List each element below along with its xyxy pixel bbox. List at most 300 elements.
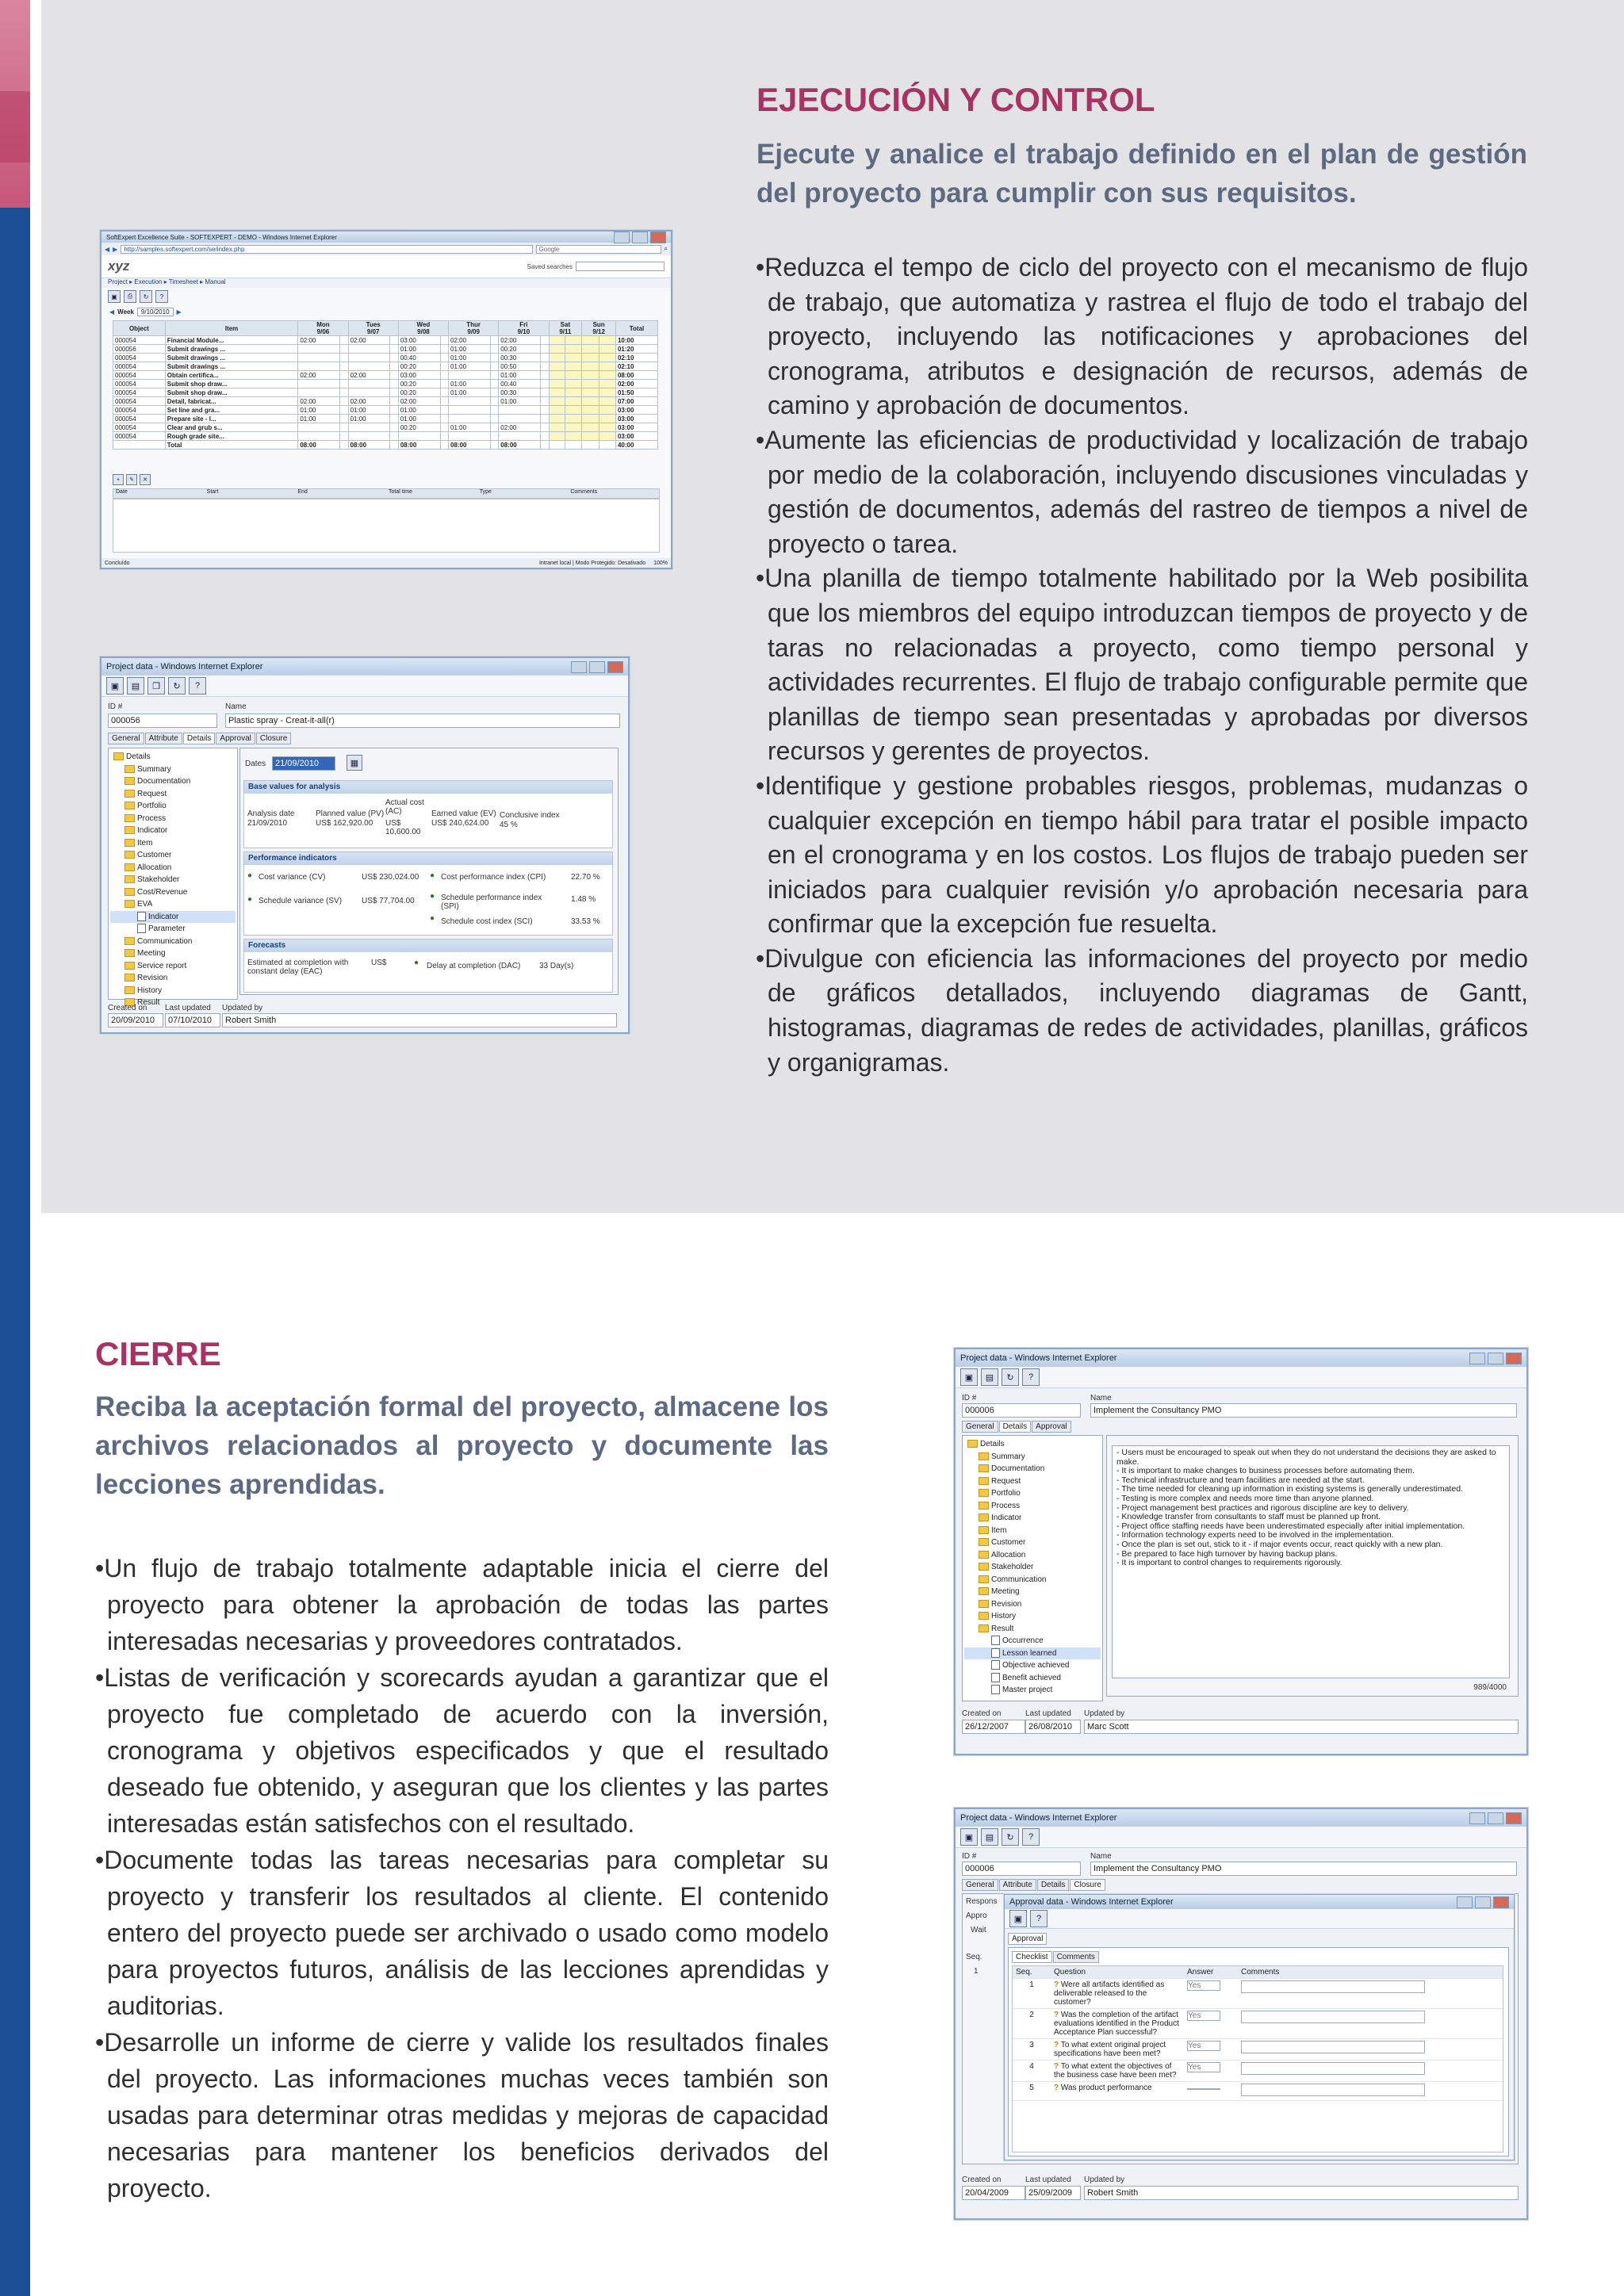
delete-entry-icon[interactable]: ✕: [140, 474, 151, 485]
table-row[interactable]: [113, 388, 658, 397]
tree-item[interactable]: Lesson learned: [964, 1647, 1101, 1660]
overtime-cell[interactable]: [440, 397, 448, 406]
item-cell[interactable]: Detail, fabricat...: [165, 397, 298, 406]
time-cell[interactable]: [298, 388, 340, 397]
weekend-cell[interactable]: [599, 336, 615, 345]
weekend-cell[interactable]: [565, 371, 582, 380]
checklist-row[interactable]: [1013, 2039, 1503, 2061]
tree-item[interactable]: Process: [110, 813, 236, 825]
save-close-icon[interactable]: ▤: [127, 677, 144, 695]
time-cell[interactable]: [499, 406, 541, 415]
tab-details[interactable]: Details: [999, 1421, 1032, 1433]
overtime-cell[interactable]: [490, 336, 498, 345]
time-cell[interactable]: [348, 362, 390, 371]
overtime-cell[interactable]: [390, 371, 398, 380]
overtime-cell[interactable]: [440, 345, 448, 354]
table-row[interactable]: [113, 397, 658, 406]
time-cell[interactable]: [348, 345, 390, 354]
time-cell[interactable]: [449, 432, 491, 441]
overtime-cell[interactable]: [390, 345, 398, 354]
weekend-cell[interactable]: [582, 415, 599, 423]
id-field[interactable]: 000006: [962, 1862, 1081, 1876]
comment-input[interactable]: [1241, 2084, 1425, 2096]
tree-item[interactable]: Request: [964, 1475, 1101, 1488]
time-cell[interactable]: [499, 432, 541, 441]
time-cell[interactable]: 01:00: [449, 423, 491, 432]
item-cell[interactable]: Submit shop draw...: [165, 388, 298, 397]
overtime-cell[interactable]: [390, 432, 398, 441]
time-cell[interactable]: [499, 415, 541, 423]
tree-item[interactable]: Portfolio: [964, 1487, 1101, 1500]
add-entry-icon[interactable]: +: [113, 474, 124, 485]
tree-item[interactable]: Result: [964, 1623, 1101, 1636]
item-cell[interactable]: Submit shop draw...: [165, 380, 298, 388]
overtime-cell[interactable]: [440, 406, 448, 415]
week-date-input[interactable]: 9/10/2010: [137, 308, 174, 316]
help-icon[interactable]: ?: [1022, 1368, 1040, 1386]
weekend-cell[interactable]: [549, 397, 565, 406]
tree-item[interactable]: Details: [110, 751, 236, 763]
time-cell[interactable]: [348, 354, 390, 362]
time-cell[interactable]: 01:00: [449, 345, 491, 354]
time-cell[interactable]: [449, 397, 491, 406]
time-cell[interactable]: 02:00: [499, 336, 541, 345]
overtime-cell[interactable]: [340, 406, 348, 415]
weekend-cell[interactable]: [599, 380, 615, 388]
tree-item[interactable]: Result: [110, 997, 236, 1009]
overtime-cell[interactable]: [440, 423, 448, 432]
table-row[interactable]: [113, 380, 658, 388]
overtime-cell[interactable]: [340, 432, 348, 441]
overtime-cell[interactable]: [541, 406, 549, 415]
weekend-cell[interactable]: [582, 345, 599, 354]
overtime-cell[interactable]: [440, 380, 448, 388]
time-cell[interactable]: 00:20: [398, 380, 440, 388]
edit-entry-icon[interactable]: ✎: [126, 474, 137, 485]
time-cell[interactable]: 02:00: [298, 397, 340, 406]
help-icon[interactable]: ?: [155, 290, 168, 303]
maximize-button[interactable]: [589, 661, 605, 673]
minimize-button[interactable]: [1469, 1812, 1485, 1824]
tree-item[interactable]: Process: [964, 1500, 1101, 1513]
comment-input[interactable]: [1241, 2062, 1425, 2075]
weekend-cell[interactable]: [565, 362, 582, 371]
time-cell[interactable]: 03:00: [398, 371, 440, 380]
tab-approval[interactable]: Approval: [1032, 1421, 1071, 1433]
overtime-cell[interactable]: [340, 345, 348, 354]
name-field[interactable]: Implement the Consultancy PMO: [1090, 1403, 1517, 1418]
minimize-button[interactable]: [571, 661, 587, 673]
save-close-icon[interactable]: ▤: [981, 1368, 998, 1386]
help-icon[interactable]: ?: [189, 677, 206, 695]
overtime-cell[interactable]: [541, 423, 549, 432]
next-week-icon[interactable]: ▶: [176, 308, 182, 316]
overtime-cell[interactable]: [490, 432, 498, 441]
tree-item[interactable]: History: [964, 1610, 1101, 1623]
time-cell[interactable]: 02:00: [348, 336, 390, 345]
minimize-button[interactable]: [614, 232, 630, 243]
object-cell[interactable]: 000054: [113, 397, 166, 406]
tree-item[interactable]: Service report: [110, 960, 236, 973]
tree-item[interactable]: EVA: [110, 898, 236, 911]
id-field[interactable]: 000006: [962, 1403, 1081, 1418]
time-cell[interactable]: 00:20: [398, 362, 440, 371]
tab-general[interactable]: General: [962, 1421, 998, 1433]
time-cell[interactable]: 02:00: [398, 397, 440, 406]
time-cell[interactable]: [398, 432, 440, 441]
weekend-cell[interactable]: [565, 406, 582, 415]
weekend-cell[interactable]: [599, 362, 615, 371]
time-cell[interactable]: 00:20: [499, 345, 541, 354]
tab-details[interactable]: Details: [183, 733, 216, 744]
id-field[interactable]: 000056: [108, 714, 217, 728]
overtime-cell[interactable]: [541, 371, 549, 380]
time-cell[interactable]: [449, 406, 491, 415]
tree-item[interactable]: Meeting: [110, 947, 236, 960]
tree-item[interactable]: Request: [110, 788, 236, 801]
weekend-cell[interactable]: [565, 397, 582, 406]
overtime-cell[interactable]: [490, 415, 498, 423]
close-button[interactable]: [607, 661, 623, 673]
overtime-cell[interactable]: [490, 406, 498, 415]
save-icon[interactable]: ▣: [960, 1828, 978, 1846]
overtime-cell[interactable]: [490, 345, 498, 354]
overtime-cell[interactable]: [541, 397, 549, 406]
close-button[interactable]: [650, 232, 666, 243]
table-row[interactable]: [113, 371, 658, 380]
weekend-cell[interactable]: [565, 336, 582, 345]
tree-item[interactable]: Details: [964, 1438, 1101, 1451]
time-cell[interactable]: 02:00: [298, 371, 340, 380]
overtime-cell[interactable]: [390, 406, 398, 415]
checklist-row[interactable]: [1013, 2061, 1503, 2082]
tree-item[interactable]: Revision: [964, 1598, 1101, 1611]
overtime-cell[interactable]: [390, 354, 398, 362]
weekend-cell[interactable]: [549, 388, 565, 397]
object-cell[interactable]: 000054: [113, 406, 166, 415]
name-field[interactable]: Plastic spray - Creat-it-all(r): [225, 714, 620, 728]
table-row[interactable]: [113, 354, 658, 362]
weekend-cell[interactable]: [565, 423, 582, 432]
forward-icon[interactable]: ▶: [113, 245, 118, 253]
overtime-cell[interactable]: [390, 415, 398, 423]
weekend-cell[interactable]: [582, 336, 599, 345]
tree-item[interactable]: Summary: [110, 763, 236, 776]
refresh-icon[interactable]: ↻: [140, 290, 152, 303]
minimize-button[interactable]: [1469, 1353, 1485, 1364]
time-cell[interactable]: 00:50: [499, 362, 541, 371]
table-row[interactable]: [113, 423, 658, 432]
print-icon[interactable]: ⎙: [124, 290, 136, 303]
item-cell[interactable]: Submit drawings ...: [165, 362, 298, 371]
answer-select[interactable]: Yes: [1187, 2062, 1220, 2072]
time-cell[interactable]: 02:00: [499, 423, 541, 432]
tree-item[interactable]: Documentation: [110, 775, 236, 788]
weekend-cell[interactable]: [599, 388, 615, 397]
object-cell[interactable]: 000054: [113, 354, 166, 362]
close-button[interactable]: [1493, 1896, 1509, 1908]
help-icon[interactable]: ?: [1030, 1910, 1048, 1927]
tab-details[interactable]: Details: [1037, 1879, 1070, 1891]
weekend-cell[interactable]: [599, 406, 615, 415]
time-cell[interactable]: [348, 388, 390, 397]
time-cell[interactable]: 00:40: [499, 380, 541, 388]
tree-item[interactable]: Summary: [964, 1451, 1101, 1464]
time-cell[interactable]: [348, 423, 390, 432]
weekend-cell[interactable]: [549, 336, 565, 345]
overtime-cell[interactable]: [490, 423, 498, 432]
tree-item[interactable]: Parameter: [110, 923, 236, 936]
item-cell[interactable]: Prepare site - l...: [165, 415, 298, 423]
saved-searches-label[interactable]: Saved searches: [527, 262, 573, 270]
tree-item[interactable]: Communication: [110, 936, 236, 948]
tab-closure[interactable]: Closure: [256, 733, 291, 744]
time-cell[interactable]: 01:00: [398, 415, 440, 423]
time-cell[interactable]: 00:20: [398, 388, 440, 397]
weekend-cell[interactable]: [599, 423, 615, 432]
name-field[interactable]: Implement the Consultancy PMO: [1090, 1862, 1517, 1876]
tree-item[interactable]: Customer: [964, 1536, 1101, 1549]
table-row[interactable]: [113, 406, 658, 415]
tree-item[interactable]: Objective achieved: [964, 1659, 1101, 1672]
overtime-cell[interactable]: [541, 354, 549, 362]
weekend-cell[interactable]: [599, 397, 615, 406]
overtime-cell[interactable]: [340, 362, 348, 371]
overtime-cell[interactable]: [541, 415, 549, 423]
tab-general[interactable]: General: [108, 733, 144, 744]
overtime-cell[interactable]: [490, 388, 498, 397]
refresh-icon[interactable]: ↻: [168, 677, 186, 695]
weekend-cell[interactable]: [582, 388, 599, 397]
weekend-cell[interactable]: [582, 380, 599, 388]
table-row[interactable]: [113, 432, 658, 441]
time-cell[interactable]: [298, 362, 340, 371]
overtime-cell[interactable]: [541, 336, 549, 345]
save-close-icon[interactable]: ▤: [981, 1828, 998, 1846]
tree-item[interactable]: Item: [964, 1525, 1101, 1537]
weekend-cell[interactable]: [582, 371, 599, 380]
time-cell[interactable]: 01:00: [348, 406, 390, 415]
maximize-button[interactable]: [1488, 1812, 1503, 1824]
weekend-cell[interactable]: [582, 354, 599, 362]
tab-general[interactable]: General: [962, 1879, 998, 1891]
tree-item[interactable]: Item: [110, 837, 236, 850]
maximize-button[interactable]: [632, 232, 648, 243]
time-cell[interactable]: 01:00: [499, 371, 541, 380]
tree-item[interactable]: Meeting: [964, 1586, 1101, 1598]
zoom-level[interactable]: 100%: [653, 560, 668, 566]
weekend-cell[interactable]: [549, 362, 565, 371]
weekend-cell[interactable]: [565, 380, 582, 388]
answer-select[interactable]: [1187, 2088, 1220, 2090]
overtime-cell[interactable]: [440, 336, 448, 345]
time-cell[interactable]: 02:00: [298, 336, 340, 345]
comment-input[interactable]: [1241, 2011, 1425, 2023]
overtime-cell[interactable]: [440, 415, 448, 423]
answer-select[interactable]: Yes: [1187, 2011, 1220, 2021]
tree-item[interactable]: Portfolio: [110, 800, 236, 813]
overtime-cell[interactable]: [340, 380, 348, 388]
tree-item[interactable]: Communication: [964, 1574, 1101, 1586]
weekend-cell[interactable]: [582, 406, 599, 415]
checklist-row[interactable]: [1013, 2009, 1503, 2039]
weekend-cell[interactable]: [582, 397, 599, 406]
checklist-row[interactable]: [1013, 2082, 1503, 2101]
time-cell[interactable]: [348, 380, 390, 388]
overtime-cell[interactable]: [490, 371, 498, 380]
overtime-cell[interactable]: [340, 415, 348, 423]
address-input[interactable]: http://samples.softexpert.com/se/index.php: [121, 245, 532, 254]
time-cell[interactable]: 01:00: [298, 415, 340, 423]
object-cell[interactable]: 000054: [113, 336, 166, 345]
comment-input[interactable]: [1241, 2041, 1425, 2053]
overtime-cell[interactable]: [340, 423, 348, 432]
maximize-button[interactable]: [1475, 1896, 1491, 1908]
time-cell[interactable]: 02:00: [348, 397, 390, 406]
time-cell[interactable]: [298, 432, 340, 441]
overtime-cell[interactable]: [541, 362, 549, 371]
overtime-cell[interactable]: [390, 336, 398, 345]
time-cell[interactable]: 01:00: [398, 406, 440, 415]
checklist-row[interactable]: [1013, 1979, 1503, 2009]
object-cell[interactable]: 000054: [113, 388, 166, 397]
prev-week-icon[interactable]: ◀: [109, 308, 115, 316]
weekend-cell[interactable]: [549, 380, 565, 388]
save-icon[interactable]: ▣: [1009, 1910, 1027, 1927]
save-icon[interactable]: ▣: [106, 677, 124, 695]
search-icon[interactable]: ⌕: [664, 245, 668, 252]
tab-closure[interactable]: Closure: [1070, 1879, 1105, 1891]
refresh-icon[interactable]: ↻: [1002, 1368, 1019, 1386]
weekend-cell[interactable]: [599, 345, 615, 354]
save-icon[interactable]: ▣: [108, 290, 121, 303]
time-cell[interactable]: [298, 354, 340, 362]
tree-item[interactable]: Allocation: [110, 862, 236, 874]
time-cell[interactable]: [449, 371, 491, 380]
time-cell[interactable]: 00:30: [499, 388, 541, 397]
weekend-cell[interactable]: [565, 354, 582, 362]
time-cell[interactable]: 02:00: [449, 336, 491, 345]
time-cell[interactable]: [449, 415, 491, 423]
item-cell[interactable]: Obtain certifica...: [165, 371, 298, 380]
save-icon[interactable]: ▣: [960, 1368, 978, 1386]
copy-icon[interactable]: ❐: [147, 677, 165, 695]
search-box[interactable]: Google: [536, 245, 661, 254]
time-cell[interactable]: 01:00: [449, 354, 491, 362]
weekend-cell[interactable]: [599, 415, 615, 423]
overtime-cell[interactable]: [490, 362, 498, 371]
weekend-cell[interactable]: [565, 345, 582, 354]
object-cell[interactable]: 000054: [113, 432, 166, 441]
tree-item[interactable]: Master project: [964, 1684, 1101, 1697]
overtime-cell[interactable]: [490, 354, 498, 362]
tab-checklist[interactable]: Checklist: [1012, 1951, 1052, 1963]
saved-searches-select[interactable]: [576, 262, 665, 271]
overtime-cell[interactable]: [340, 397, 348, 406]
overtime-cell[interactable]: [390, 362, 398, 371]
time-cell[interactable]: 03:00: [398, 336, 440, 345]
time-cell[interactable]: 01:00: [348, 415, 390, 423]
weekend-cell[interactable]: [549, 345, 565, 354]
tab-attribute[interactable]: Attribute: [145, 733, 182, 744]
time-cell[interactable]: 02:00: [348, 371, 390, 380]
tree-item[interactable]: Indicator: [110, 825, 236, 837]
table-row[interactable]: [113, 336, 658, 345]
weekend-cell[interactable]: [549, 371, 565, 380]
item-cell[interactable]: Submit drawings ...: [165, 345, 298, 354]
item-cell[interactable]: Financial Module...: [165, 336, 298, 345]
refresh-icon[interactable]: ↻: [1002, 1828, 1019, 1846]
time-cell[interactable]: [298, 423, 340, 432]
weekend-cell[interactable]: [549, 415, 565, 423]
time-cell[interactable]: 01:00: [449, 388, 491, 397]
dates-field[interactable]: 21/09/2010: [272, 756, 335, 771]
overtime-cell[interactable]: [490, 397, 498, 406]
overtime-cell[interactable]: [541, 388, 549, 397]
answer-select[interactable]: Yes: [1187, 1980, 1220, 1991]
close-button[interactable]: [1506, 1812, 1522, 1824]
minimize-button[interactable]: [1457, 1896, 1473, 1908]
table-row[interactable]: [113, 415, 658, 423]
tab-approval[interactable]: Approval: [1008, 1933, 1047, 1945]
item-cell[interactable]: Clear and grub s...: [165, 423, 298, 432]
overtime-cell[interactable]: [390, 423, 398, 432]
tree-item[interactable]: History: [110, 985, 236, 997]
close-button[interactable]: [1506, 1353, 1522, 1364]
calendar-icon[interactable]: ▦: [347, 755, 362, 771]
time-cell[interactable]: 00:40: [398, 354, 440, 362]
weekend-cell[interactable]: [599, 432, 615, 441]
maximize-button[interactable]: [1488, 1353, 1503, 1364]
overtime-cell[interactable]: [490, 380, 498, 388]
overtime-cell[interactable]: [440, 362, 448, 371]
weekend-cell[interactable]: [582, 432, 599, 441]
time-cell[interactable]: [298, 345, 340, 354]
table-row[interactable]: [113, 362, 658, 371]
overtime-cell[interactable]: [440, 354, 448, 362]
weekend-cell[interactable]: [565, 415, 582, 423]
tree-item[interactable]: Benefit achieved: [964, 1672, 1101, 1685]
weekend-cell[interactable]: [549, 406, 565, 415]
weekend-cell[interactable]: [565, 432, 582, 441]
overtime-cell[interactable]: [390, 397, 398, 406]
time-cell[interactable]: [298, 380, 340, 388]
overtime-cell[interactable]: [440, 388, 448, 397]
tree-item[interactable]: Indicator: [110, 911, 236, 924]
time-cell[interactable]: 01:00: [398, 345, 440, 354]
time-cell[interactable]: 00:20: [398, 423, 440, 432]
object-cell[interactable]: 000054: [113, 415, 166, 423]
lessons-learned-textarea[interactable]: [1112, 1445, 1510, 1678]
back-icon[interactable]: ◀: [105, 245, 110, 253]
tree-item[interactable]: Documentation: [964, 1463, 1101, 1475]
object-cell[interactable]: 000054: [113, 362, 166, 371]
tree-item[interactable]: Revision: [110, 972, 236, 985]
overtime-cell[interactable]: [390, 380, 398, 388]
time-cell[interactable]: 01:00: [499, 397, 541, 406]
item-cell[interactable]: Submit drawings ...: [165, 354, 298, 362]
comment-input[interactable]: [1241, 1980, 1425, 1993]
object-cell[interactable]: 000054: [113, 380, 166, 388]
overtime-cell[interactable]: [440, 371, 448, 380]
overtime-cell[interactable]: [340, 354, 348, 362]
object-cell[interactable]: 000054: [113, 371, 166, 380]
weekend-cell[interactable]: [549, 423, 565, 432]
weekend-cell[interactable]: [582, 362, 599, 371]
overtime-cell[interactable]: [340, 371, 348, 380]
tab-approval[interactable]: Approval: [216, 733, 255, 744]
overtime-cell[interactable]: [390, 388, 398, 397]
